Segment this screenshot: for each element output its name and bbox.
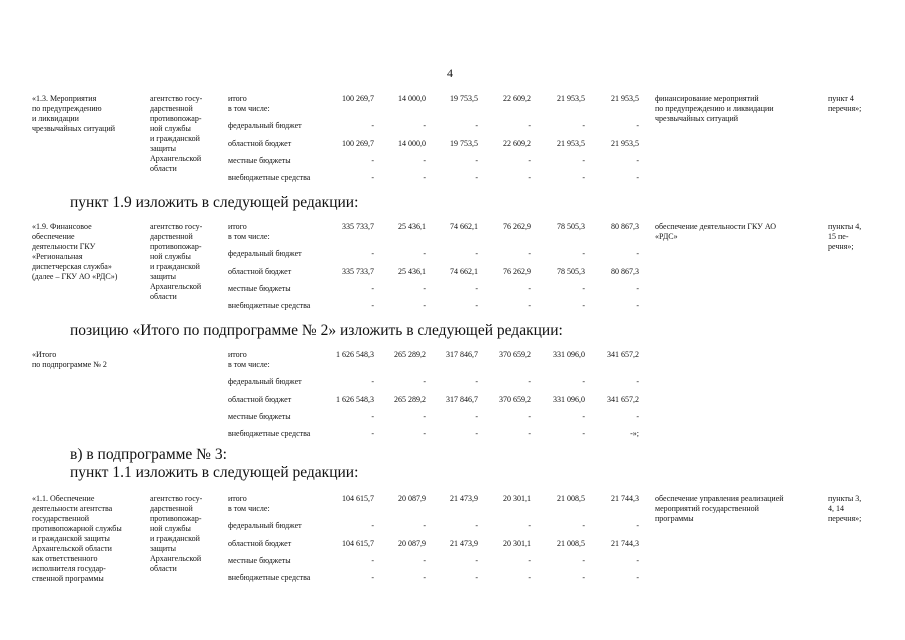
funding-value: - [371,521,374,530]
funding-value: 21 008,5 [557,494,585,503]
funding-value: 20 301,1 [503,539,531,548]
funding-source-label: федеральный бюджет [228,521,302,530]
funding-value: - [423,556,426,565]
funding-value: - [423,284,426,293]
funding-value: 335 733,7 [342,267,374,276]
funding-source-label: итого в том числе: [228,350,270,369]
funding-value: - [528,249,531,258]
agency: агентство госу- дарственной противопожар- ной службы и гражданской защиты Архангельской области [150,94,203,173]
funding-value: - [528,556,531,565]
funding-value: - [636,377,639,386]
funding-value: 370 659,2 [499,350,531,359]
funding-source-label: федеральный бюджет [228,377,302,386]
funding-source-label: областной бюджет [228,395,292,404]
funding-value: - [582,284,585,293]
funding-value: 21 953,5 [611,139,639,148]
funding-value: - [371,121,374,130]
funding-value: 100 269,7 [342,139,374,148]
funding-value: - [371,284,374,293]
funding-value: 21 473,9 [450,539,478,548]
list-item-ref: пункты 3, 4, 14 перечня»; [828,494,862,523]
funding-value: - [528,121,531,130]
page-number: 4 [447,66,453,80]
funding-value: - [423,377,426,386]
funding-value: 76 262,9 [503,267,531,276]
heading-subprogram-3: в) в подпрограмме № 3: [70,446,227,463]
funding-value: -»; [630,429,639,438]
funding-value: - [582,377,585,386]
list-item-ref: пункт 4 перечня»; [828,94,862,113]
funding-value: 317 846,7 [446,395,478,404]
funding-value: - [582,573,585,582]
funding-value: - [475,412,478,421]
funding-value: 74 662,1 [450,222,478,231]
goal-text: обеспечение деятельности ГКУ АО «РДС» [655,222,777,241]
funding-value: 104 615,7 [342,494,374,503]
funding-value: - [636,412,639,421]
funding-value: - [423,121,426,130]
funding-value: - [423,173,426,182]
funding-value: - [423,573,426,582]
funding-value: - [423,301,426,310]
funding-value: 21 953,5 [557,139,585,148]
funding-value: - [582,521,585,530]
funding-value: 14 000,0 [398,94,426,103]
funding-value: 265 289,2 [394,395,426,404]
funding-value: 265 289,2 [394,350,426,359]
funding-value: 370 659,2 [499,395,531,404]
funding-value: 78 505,3 [557,222,585,231]
agency: агентство госу- дарственной противопожар- ной службы и гражданской защиты Архангельской области [150,222,203,301]
funding-value: 21 953,5 [557,94,585,103]
goal-text: финансирование мероприятий по предупреждению и ликвидации чрезвычайных ситуаций [655,94,774,123]
row-title: «1.9. Финансовое обеспечение деятельности ГКУ «Региональная диспетчерская служба» (далее – ГКУ АО «РДС») [32,222,118,281]
funding-source-label: итого в том числе: [228,222,270,241]
funding-value: - [636,156,639,165]
row-title: «1.3. Мероприятия по предупреждению и ликвидации чрезвычайных ситуаций [32,94,116,133]
funding-value: 25 436,1 [398,267,426,276]
funding-source-label: внебюджетные средства [228,173,311,182]
heading-point-1-9: пункт 1.9 изложить в следующей редакции: [70,194,359,211]
funding-value: - [371,429,374,438]
funding-value: - [582,301,585,310]
funding-value: 20 087,9 [398,539,426,548]
funding-value: 21 744,3 [611,494,639,503]
funding-value: - [371,377,374,386]
funding-value: 1 626 548,3 [336,350,374,359]
funding-value: - [475,121,478,130]
funding-value: - [636,284,639,293]
funding-value: - [528,301,531,310]
funding-value: - [582,429,585,438]
funding-value: 21 953,5 [611,94,639,103]
funding-value: - [528,521,531,530]
row-title: «Итого по подпрограмме № 2 [32,350,107,369]
funding-source-label: внебюджетные средства [228,301,311,310]
funding-value: 19 753,5 [450,139,478,148]
funding-value: - [636,173,639,182]
funding-value: - [475,173,478,182]
funding-value: - [475,377,478,386]
funding-value: - [528,156,531,165]
funding-source-label: итого в том числе: [228,494,270,513]
funding-value: - [636,521,639,530]
funding-value: - [528,377,531,386]
funding-value: - [636,556,639,565]
funding-value: 335 733,7 [342,222,374,231]
funding-value: - [528,573,531,582]
agency: агентство госу- дарственной противопожар- ной службы и гражданской защиты Архангельской области [150,494,203,573]
funding-value: - [582,249,585,258]
funding-value: - [423,429,426,438]
funding-source-label: областной бюджет [228,139,292,148]
funding-value: - [528,173,531,182]
funding-value: - [371,173,374,182]
funding-value: - [423,521,426,530]
funding-value: 21 008,5 [557,539,585,548]
row-title: «1.1. Обеспечение деятельности агентства государственной противопожарной службы и гражданской защиты Архангельской области как ответственного исполнителя государ- ственной программы [32,494,122,583]
funding-value: 76 262,9 [503,222,531,231]
funding-value: - [371,249,374,258]
funding-value: - [475,284,478,293]
funding-value: - [636,121,639,130]
funding-value: - [371,573,374,582]
funding-value: 104 615,7 [342,539,374,548]
funding-value: 80 867,3 [611,267,639,276]
funding-value: - [423,412,426,421]
funding-value: 100 269,7 [342,94,374,103]
funding-value: 80 867,3 [611,222,639,231]
funding-value: - [636,573,639,582]
funding-value: - [371,556,374,565]
funding-value: 74 662,1 [450,267,478,276]
heading-point-1-1: пункт 1.1 изложить в следующей редакции: [70,464,359,481]
funding-value: - [582,412,585,421]
funding-value: - [475,301,478,310]
funding-value: 19 753,5 [450,94,478,103]
funding-source-label: местные бюджеты [228,412,291,421]
funding-value: 14 000,0 [398,139,426,148]
funding-value: - [636,301,639,310]
funding-value: - [475,156,478,165]
funding-value: - [475,573,478,582]
funding-value: 21 473,9 [450,494,478,503]
funding-value: - [528,412,531,421]
funding-source-label: федеральный бюджет [228,249,302,258]
funding-value: 78 505,3 [557,267,585,276]
funding-value: - [582,556,585,565]
funding-source-label: областной бюджет [228,539,292,548]
list-item-ref: пункты 4, 15 пе- речня»; [828,222,862,251]
funding-value: - [475,429,478,438]
funding-value: 331 096,0 [553,395,585,404]
funding-value: - [582,156,585,165]
funding-value: - [528,429,531,438]
funding-value: - [371,412,374,421]
funding-value: 341 657,2 [607,350,639,359]
funding-value: - [582,121,585,130]
funding-value: 317 846,7 [446,350,478,359]
funding-value: 20 301,1 [503,494,531,503]
funding-value: - [528,284,531,293]
funding-value: - [371,301,374,310]
goal-text: обеспечение управления реализацией мероприятий государственной программы [655,494,784,523]
funding-value: - [475,249,478,258]
funding-value: 21 744,3 [611,539,639,548]
funding-value: 25 436,1 [398,222,426,231]
funding-value: - [636,249,639,258]
funding-value: 20 087,9 [398,494,426,503]
funding-value: 331 096,0 [553,350,585,359]
funding-value: - [423,249,426,258]
funding-source-label: внебюджетные средства [228,429,311,438]
funding-source-label: местные бюджеты [228,156,291,165]
funding-value: 22 609,2 [503,139,531,148]
funding-source-label: областной бюджет [228,267,292,276]
funding-value: - [423,156,426,165]
funding-value: 341 657,2 [607,395,639,404]
funding-value: 1 626 548,3 [336,395,374,404]
funding-source-label: внебюджетные средства [228,573,311,582]
funding-value: - [475,521,478,530]
funding-source-label: местные бюджеты [228,556,291,565]
funding-value: - [371,156,374,165]
funding-source-label: итого в том числе: [228,94,270,113]
funding-source-label: местные бюджеты [228,284,291,293]
funding-source-label: федеральный бюджет [228,121,302,130]
funding-value: - [582,173,585,182]
funding-value: 22 609,2 [503,94,531,103]
funding-value: - [475,556,478,565]
heading-total-2: позицию «Итого по подпрограмме № 2» изложить в следующей редакции: [70,322,563,339]
